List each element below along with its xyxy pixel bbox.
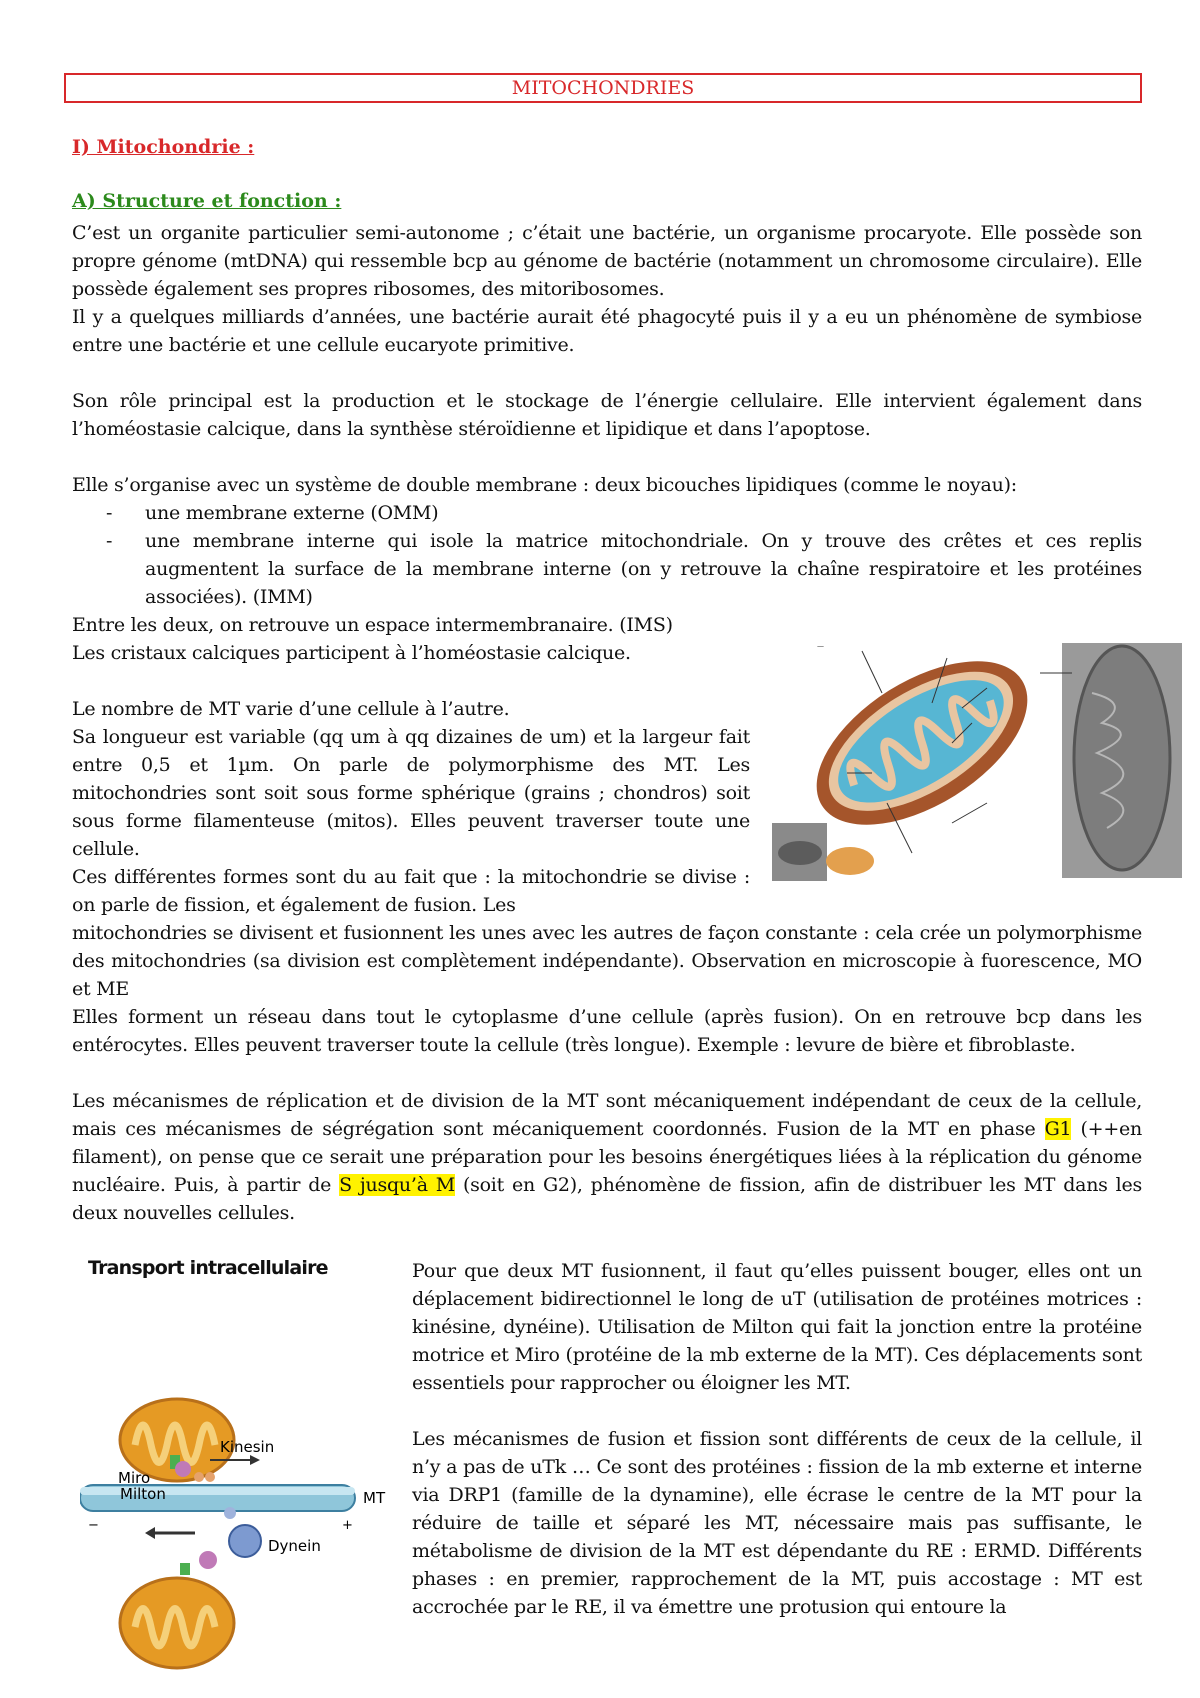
highlight-s-to-m: S jusqu’à M — [339, 1174, 455, 1196]
paragraph: Elle s’organise avec un système de double membrane : deux bicouches lipidiques (comme le noyau): — [72, 474, 1017, 496]
mitochondria-figure — [772, 633, 1184, 883]
label-line — [952, 803, 987, 823]
label-minus-end: − — [88, 1518, 99, 1533]
subsection-heading-a: A) Structure et fonction : — [72, 190, 342, 212]
adaptor-protein — [199, 1551, 217, 1569]
arrow-head-left — [145, 1527, 155, 1539]
text-block-transport — [412, 1257, 1142, 1621]
small-mito — [778, 841, 822, 865]
paragraph: Sa longueur est variable (qq um à qq dizaines de um) et la largeur fait entre 0,5 et 1µm. On parle de polymorphisme des MT. Les mitochondries sont soit sous forme sphérique (grains ; chondros) soit sous forme filamenteuse (mitos). Elles peuvent traverser toute une cellule. — [72, 726, 750, 860]
paragraph: Entre les deux, on retrouve un espace intermembranaire. (IMS) — [72, 614, 673, 636]
text-block-intro — [72, 219, 1142, 639]
text-block-polymorphism — [72, 639, 750, 919]
paragraph: Ces différentes formes sont du au fait que : la mitochondrie se divise : on parle de fission, et également de fusion. Les — [72, 866, 750, 916]
label-dynein: Dynein — [268, 1537, 321, 1555]
dynein-motor — [229, 1525, 261, 1557]
kinesin-motor — [194, 1472, 204, 1482]
paragraph: Le nombre de MT varie d’une cellule à l’autre. — [72, 698, 510, 720]
label-kinesin: Kinesin — [220, 1438, 275, 1456]
fig-label: — — [817, 642, 824, 650]
text-block-network — [72, 919, 1142, 1227]
bullet-item: - une membrane interne qui isole la matrice mitochondriale. On y trouve des crêtes et ces replis augmentent la surface de la membrane interne (on y retrouve la chaîne respiratoire et les protéines associées). (IMM) — [72, 527, 1142, 611]
dynein-stalk — [224, 1507, 236, 1519]
label-milton: Milton — [120, 1485, 166, 1503]
label-mt: MT — [363, 1489, 386, 1507]
bullet-item: - une membrane externe (OMM) — [72, 499, 1142, 527]
transport-figure — [80, 1255, 390, 1685]
label-miro: Miro — [118, 1469, 151, 1487]
paragraph: C’est un organite particulier semi-autonome ; c’était une bactérie, un organisme procaryote. Elle possède son propre génome (mtDNA) qui ressemble bcp au génome de bactérie (notamment un chromosome circulaire). Elle possède également ses propres ribosomes, des mitoribosomes. — [72, 222, 1142, 300]
bullet-dash: - — [106, 502, 113, 524]
blank-line — [72, 1059, 1142, 1087]
paragraph: Pour que deux MT fusionnent, il faut qu’elles puissent bouger, elles ont un déplacement bidirectionnel le long de uT (utilisation de protéines motrices : kinésine, dynéine). Utilisation de Milton qui fait la jonction entre la protéine motrice et Miro (protéine de la mb externe de la MT). Ces déplacements sont essentiels pour rapprocher ou éloigner les MT. — [412, 1260, 1142, 1394]
mitochondrion-3d — [789, 633, 1055, 858]
paragraph: Il y a quelques milliards d’années, une bactérie aurait été phagocyté puis il y a eu un phénomène de symbiose entre une bactérie et une cellule eucaryote primitive. — [72, 306, 1142, 356]
blank-line — [72, 443, 1142, 471]
document-title: MITOCHONDRIES — [64, 73, 1142, 103]
blank-line — [72, 667, 750, 695]
paragraph: mitochondries se divisent et fusionnent les unes avec les autres de façon constante : cela crée un polymorphisme des mitochondries (sa division est complètement indépendante). Observation en microscopie à fuorescence, MO et ME — [72, 922, 1142, 1000]
section-heading-1: I) Mitochondrie : — [72, 136, 255, 158]
kinesin-motor — [205, 1472, 215, 1482]
small-mito-model — [826, 847, 874, 875]
blank-line — [72, 359, 1142, 387]
label-line — [862, 651, 882, 693]
highlight-g1: G1 — [1044, 1118, 1072, 1140]
label-plus-end: + — [342, 1518, 353, 1533]
paragraph: Les mécanismes de fusion et fission sont différents de ceux de la cellule, il n’y a pas de uTk … Ce sont des protéines : fission de la mb externe et interne via DRP1 (famille de la dynamine), elle écrase le centre de la MT pour la réduire de taille et séparé les MT, nécessaire mais pas suffisante, le métabolisme de division de la MT est dépendante du RE : ERMD. Différents phases : en premier, rapprochement de la MT, puis accostage : MT est accrochée par le RE, il va émettre une protusion qui entoure la — [412, 1428, 1142, 1618]
paragraph: Les cristaux calciques participent à l’homéostasie calcique. — [72, 642, 631, 664]
bullet-dash: - — [106, 530, 113, 552]
miro-protein-bottom — [180, 1563, 190, 1575]
milton-protein — [175, 1461, 191, 1477]
paragraph: Elles forment un réseau dans tout le cytoplasme d’une cellule (après fusion). On en retrouve bcp dans les entérocytes. Elles peuvent traverser toute la cellule (très longue). Exemple : levure de bière et fibroblaste. — [72, 1006, 1142, 1056]
paragraph-replication: Les mécanismes de réplication et de division de la MT sont mécaniquement indépendant de ceux de la cellule, mais ces mécanismes de ségrégation sont mécaniquement coordonnés. Fusion de la MT en phase G1 (++en filament), on pense que ce serait une préparation pour les besoins énergétiques liées à la réplication du génome nucléaire. Puis, à partir de S jusqu’à M (soit en G2), phénomène de fission, afin de distribuer les MT dans les deux nouvelles cellules. — [72, 1090, 1143, 1224]
transport-figure-title: Transport intracellulaire — [88, 1257, 328, 1279]
mitochondrion-micrograph — [1074, 646, 1170, 870]
paragraph: Son rôle principal est la production et le stockage de l’énergie cellulaire. Elle intervient également dans l’homéostasie calcique, dans la synthèse stéroïdienne et lipidique et dans l’apoptose. — [72, 390, 1142, 440]
arrow-head-right — [250, 1455, 260, 1465]
mitochondrion-bottom — [120, 1578, 234, 1668]
blank-line — [412, 1397, 1142, 1425]
